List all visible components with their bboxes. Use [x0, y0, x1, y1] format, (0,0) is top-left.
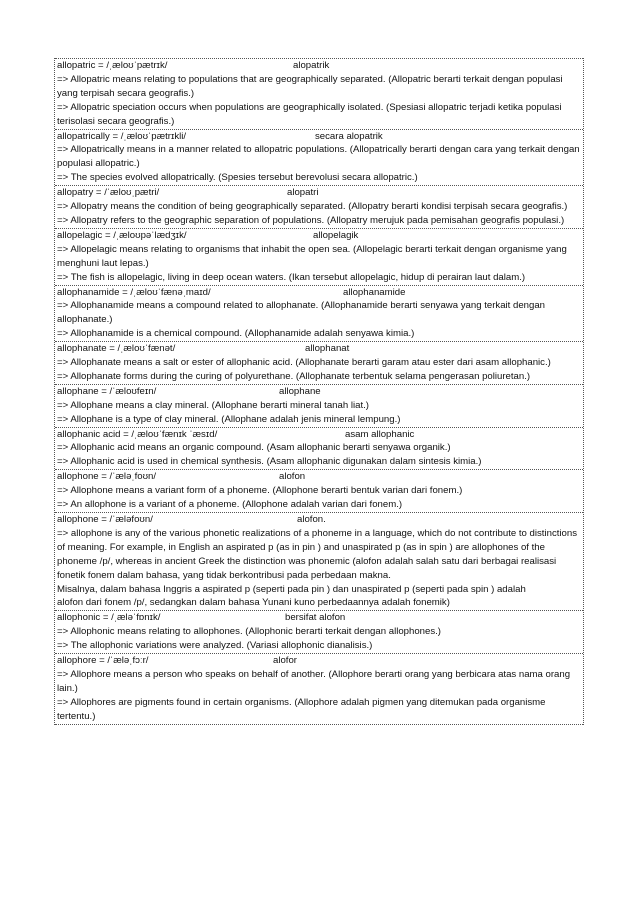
headword-translation: alopatrik — [293, 60, 330, 71]
example-line: => An allophone is a variant of a phoneme. (Allophone adalah varian dari fonem.) — [57, 499, 403, 511]
headword-pronunciation: allopatry = /ˈæloʊˌpætri/ — [57, 187, 160, 199]
dictionary-sheet — [54, 58, 584, 725]
headword-translation: secara alopatrik — [315, 130, 383, 142]
headword-pronunciation: allophane = /ˈæloʊfeɪn/ — [57, 385, 157, 397]
example-line: => Allophanamide is a chemical compound. (Allophanamide adalah senyawa kimia.) — [57, 328, 415, 340]
headword-translation: bersifat alofon — [285, 612, 346, 624]
entry-heading — [57, 428, 581, 442]
example-line: => Allophores are pigments found in certain organisms. (Allophore adalah pigmen yang ditemukan pada organisme tertentu.) — [57, 696, 546, 722]
example-line: Misalnya, dalam bahasa Inggris a aspirated p (seperti pada pin ) dan unaspirated p (seperti pada spin ) adalah — [57, 583, 526, 595]
dictionary-entry — [55, 610, 583, 653]
headword-pronunciation: allophone = /ˈæləfoʊn/ — [57, 514, 153, 525]
headword-pronunciation: allopatrically = /ˌæloʊˈpætrɪkli/ — [57, 130, 187, 142]
example-line: => The fish is allopelagic, living in deep ocean waters. (Ikan tersebut allopelagic, hidup di perairan laut dalam.) — [57, 271, 526, 283]
example-line: => Allophore means a person who speaks on behalf of another. (Allophore berarti orang yang berbicara atas nama orang lain.) — [57, 668, 571, 694]
example-line: => Allophanate forms during the curing of polyurethane. (Allophanate terbentuk selama pengerasan poliuretan.) — [57, 370, 531, 382]
entry-heading — [57, 186, 581, 200]
entry-heading — [57, 611, 581, 625]
example-line: => Allopelagic means relating to organisms that inhabit the open sea. (Allopelagic berarti terkait dengan organisme yang menghuni laut lepas.) — [57, 243, 567, 269]
dictionary-entry — [55, 469, 583, 512]
entry-heading — [57, 59, 581, 73]
example-line: => Allophanate means a salt or ester of allophanic acid. (Allophanate berarti garam atau ester dari asam allophanic.) — [57, 357, 551, 369]
entry-heading — [57, 654, 581, 668]
example-line: => Allophane means a clay mineral. (Allophane berarti mineral tanah liat.) — [57, 399, 369, 411]
entry-heading — [57, 130, 581, 144]
headword-pronunciation: allopatric = /ˌæloʊˈpætrɪk/ — [57, 60, 168, 71]
entry-heading — [57, 286, 581, 300]
dictionary-entry — [55, 427, 583, 470]
dictionary-entry — [55, 512, 583, 610]
example-line: => Allopatric speciation occurs when populations are geographically isolated. (Spesiasi allopatric terjadi ketika populasi terisolasi secara geografis.) — [57, 101, 562, 127]
dictionary-entry — [55, 384, 583, 427]
headword-pronunciation: allophonic = /ˌæləˈfɒnɪk/ — [57, 612, 161, 624]
entry-heading — [57, 342, 581, 356]
example-line: => Allophanamide means a compound related to allophanate. (Allophanamide berarti senyawa yang terkait dengan allophanate.) — [57, 300, 546, 326]
entry-heading — [57, 513, 581, 527]
headword-translation: asam allophanic — [345, 428, 415, 440]
example-line: alofon dari fonem /p/, sedangkan dalam bahasa Yunani kuno perbedaannya adalah fonemik) — [57, 597, 450, 609]
headword-pronunciation: allophanic acid = /ˌæloʊˈfænɪk ˈæsɪd/ — [57, 428, 218, 440]
headword-pronunciation: allophanamide = /ˌæloʊˈfænəˌmaɪd/ — [57, 286, 211, 298]
entry-heading — [57, 385, 581, 399]
headword-translation: allopelagik — [313, 229, 359, 241]
example-line: => Allophanic acid is used in chemical synthesis. (Asam allophanic digunakan dalam sintesis kimia.) — [57, 456, 482, 468]
example-line: => Allophonic means relating to allophones. (Allophonic berarti terkait dengan allophones.) — [57, 626, 441, 638]
headword-translation: allophanat — [305, 343, 350, 355]
headword-translation: alofor — [273, 655, 297, 667]
headword-pronunciation: allophanate = /ˌæloʊˈfænət/ — [57, 343, 176, 355]
example-line: => The species evolved allopatrically. (Spesies tersebut berevolusi secara allopatric.) — [57, 172, 418, 184]
entry-heading — [57, 229, 581, 243]
example-line: => Allopatry means the condition of being geographically separated. (Allopatry berarti kondisi terpisah secara geografis.) — [57, 201, 568, 213]
example-line: => Allopatry refers to the geographic separation of populations. (Allopatry merujuk pada pemisahan geografis populasi.) — [57, 214, 565, 226]
dictionary-entry — [55, 653, 583, 725]
example-line: => Allopatrically means in a manner related to allopatric populations. (Allopatrically berarti dengan cara yang terkait dengan populasi allopatric.) — [57, 144, 580, 170]
example-line: => Allophanic acid means an organic compound. (Asam allophanic berarti senyawa organik.) — [57, 442, 451, 454]
headword-translation: allophane — [279, 385, 321, 397]
dictionary-entry — [55, 58, 583, 129]
dictionary-entry — [55, 185, 583, 228]
headword-pronunciation: allopelagic = /ˌæloʊpəˈlædʒɪk/ — [57, 229, 187, 241]
example-line: => Allophone means a variant form of a phoneme. (Allophone berarti bentuk varian dari fonem.) — [57, 485, 463, 497]
entry-heading — [57, 470, 581, 484]
example-line: => Allophane is a type of clay mineral. (Allophane adalah jenis mineral lempung.) — [57, 413, 401, 425]
example-line: => The allophonic variations were analyzed. (Variasi allophonic dianalisis.) — [57, 640, 373, 652]
example-line: => Allopatric means relating to populations that are geographically separated. (Allopatric berarti terkait dengan populasi yang terpisah secara geografis.) — [57, 73, 563, 99]
headword-translation: alopatri — [287, 187, 319, 199]
headword-pronunciation: allophore = /ˈæləˌfɔːr/ — [57, 655, 149, 667]
dictionary-entry — [55, 341, 583, 384]
dictionary-entry — [55, 228, 583, 285]
headword-translation: allophanamide — [343, 286, 406, 298]
headword-translation: alofon — [279, 471, 306, 483]
dictionary-entry — [55, 129, 583, 186]
headword-translation: alofon. — [297, 514, 326, 525]
example-line: => allophone is any of the various phonetic realizations of a phoneme in a language, which do not contribute to distinctions of meaning. For example, in English an aspirated p (as in pin ) and unaspirated p (as in spin ) are allophones of the phoneme /p/, whereas in ancient Greek the distinction was phonemic (alofon adalah salah satu dari berbagai realisasi fonetik fonem dalam bahasa, yang tidak berkontribusi pada perbedaan makna. — [57, 527, 578, 581]
headword-pronunciation: allophone = /ˈæləˌfoʊn/ — [57, 471, 157, 483]
dictionary-entry — [55, 285, 583, 342]
